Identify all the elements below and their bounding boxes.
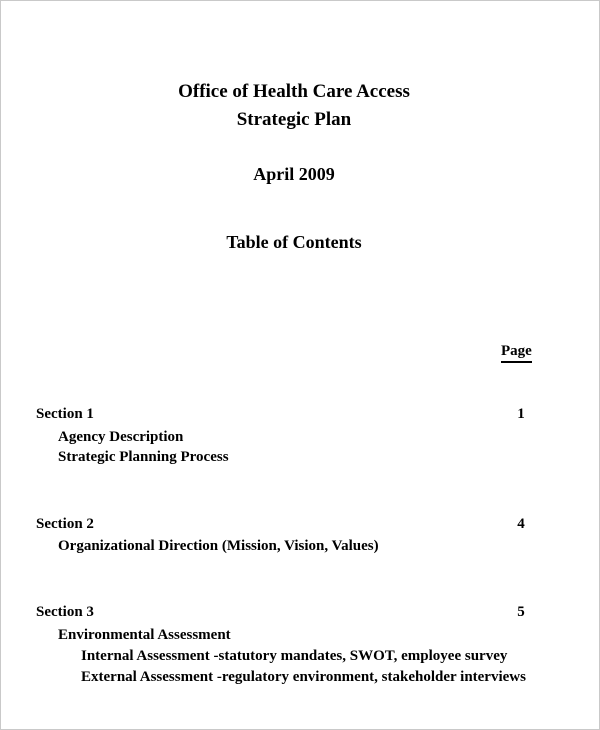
toc-item: External Assessment -regulatory environment, stakeholder interviews [81, 669, 526, 685]
toc-item: Agency Description [58, 429, 184, 445]
toc-section-row [1, 404, 600, 424]
document-title-line1: Office of Health Care Access [178, 81, 410, 102]
toc-heading: Table of Contents [226, 232, 362, 252]
document-date: April 2009 [253, 164, 335, 184]
toc-section-3-label: Section 3 [36, 604, 94, 620]
page-column-label: Page [501, 343, 532, 363]
toc-item: Environmental Assessment [58, 627, 231, 643]
page-column-header [501, 342, 532, 363]
toc-item: Internal Assessment -statutory mandates, SWOT, employee survey [81, 648, 508, 664]
toc-item: Strategic Planning Process [58, 449, 229, 465]
document-title-line2: Strategic Plan [236, 109, 352, 130]
toc-section-1-page-number: 1 [517, 406, 525, 422]
toc-section-row [1, 514, 600, 534]
toc-section-3-page-number: 5 [517, 604, 525, 620]
toc-section-1-label: Section 1 [36, 406, 94, 422]
toc-section-2-page-number: 4 [517, 516, 525, 532]
toc-section-row [1, 602, 600, 622]
toc-item: Organizational Direction (Mission, Vision, Values) [58, 538, 379, 554]
toc-section-2-label: Section 2 [36, 516, 94, 532]
